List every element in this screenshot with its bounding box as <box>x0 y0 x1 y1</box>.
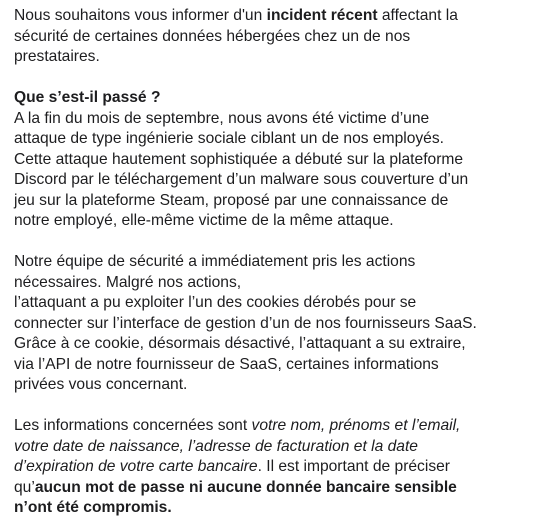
intro-line-2: sécurité de certaines données hébergées chez un de nos <box>14 27 411 45</box>
intro-paragraph <box>14 6 542 68</box>
actions-line: nécessaires. Malgré nos actions, <box>14 273 242 291</box>
actions-line: via l’API de notre fournisseur de SaaS, certaines informations <box>14 355 439 373</box>
actions-paragraph <box>14 252 542 396</box>
intro-line-3: prestataires. <box>14 48 100 65</box>
no-password-emphasis: aucun mot de passe ni aucune donnée bancaire sensible <box>34 478 457 496</box>
actions-line: connecter sur l’interface de gestion d’un de nos fournisseurs SaaS. <box>14 314 477 332</box>
data-list-emphasis: votre nom, prénoms et l’email, <box>251 417 461 434</box>
data-info-line-1: Les informations concernées sont votre nom, prénoms et l’email, <box>14 417 461 434</box>
actions-line: Grâce à ce cookie, désormais désactivé, l’attaquant a su extraire, <box>14 335 466 352</box>
what-happened-line: A la fin du mois de septembre, nous avons été victime d’une <box>14 109 430 127</box>
data-list-emphasis: d’expiration de votre carte bancaire <box>14 458 258 475</box>
data-info-line-4: qu’aucun mot de passe ni aucune donnée bancaire sensible <box>14 478 457 496</box>
what-happened-line: Cette attaque hautement sophistiquée a débuté sur la plateforme <box>14 150 464 168</box>
actions-line: privées vous concernant. <box>14 376 188 393</box>
what-happened-section <box>14 88 542 232</box>
data-info-paragraph <box>14 416 542 519</box>
what-happened-line: Discord par le téléchargement d’un malware sous couverture d’un <box>14 171 469 188</box>
intro-line-1: Nous souhaitons vous informer d'un incident récent affectant la <box>14 7 458 24</box>
what-happened-line: jeu sur la plateforme Steam, proposé par une connaissance de <box>14 191 449 209</box>
what-happened-line: attaque de type ingénierie sociale ciblant un de nos employés. <box>14 130 444 147</box>
what-happened-line: notre employé, elle-même victime de la même attaque. <box>14 212 394 229</box>
data-info-line-5: n’ont été compromis. <box>14 499 172 516</box>
actions-line: l’attaquant a pu exploiter l’un des cookies dérobés pour se <box>14 294 417 311</box>
actions-line: Notre équipe de sécurité a immédiatement pris les actions <box>14 253 416 270</box>
what-happened-heading: Que s’est-il passé ? <box>14 89 161 106</box>
data-info-line-3: d’expiration de votre carte bancaire. Il est important de préciser <box>14 458 450 475</box>
data-info-line-2: votre date de naissance, l’adresse de facturation et la date <box>14 437 418 455</box>
incident-emphasis: incident récent <box>266 7 378 24</box>
